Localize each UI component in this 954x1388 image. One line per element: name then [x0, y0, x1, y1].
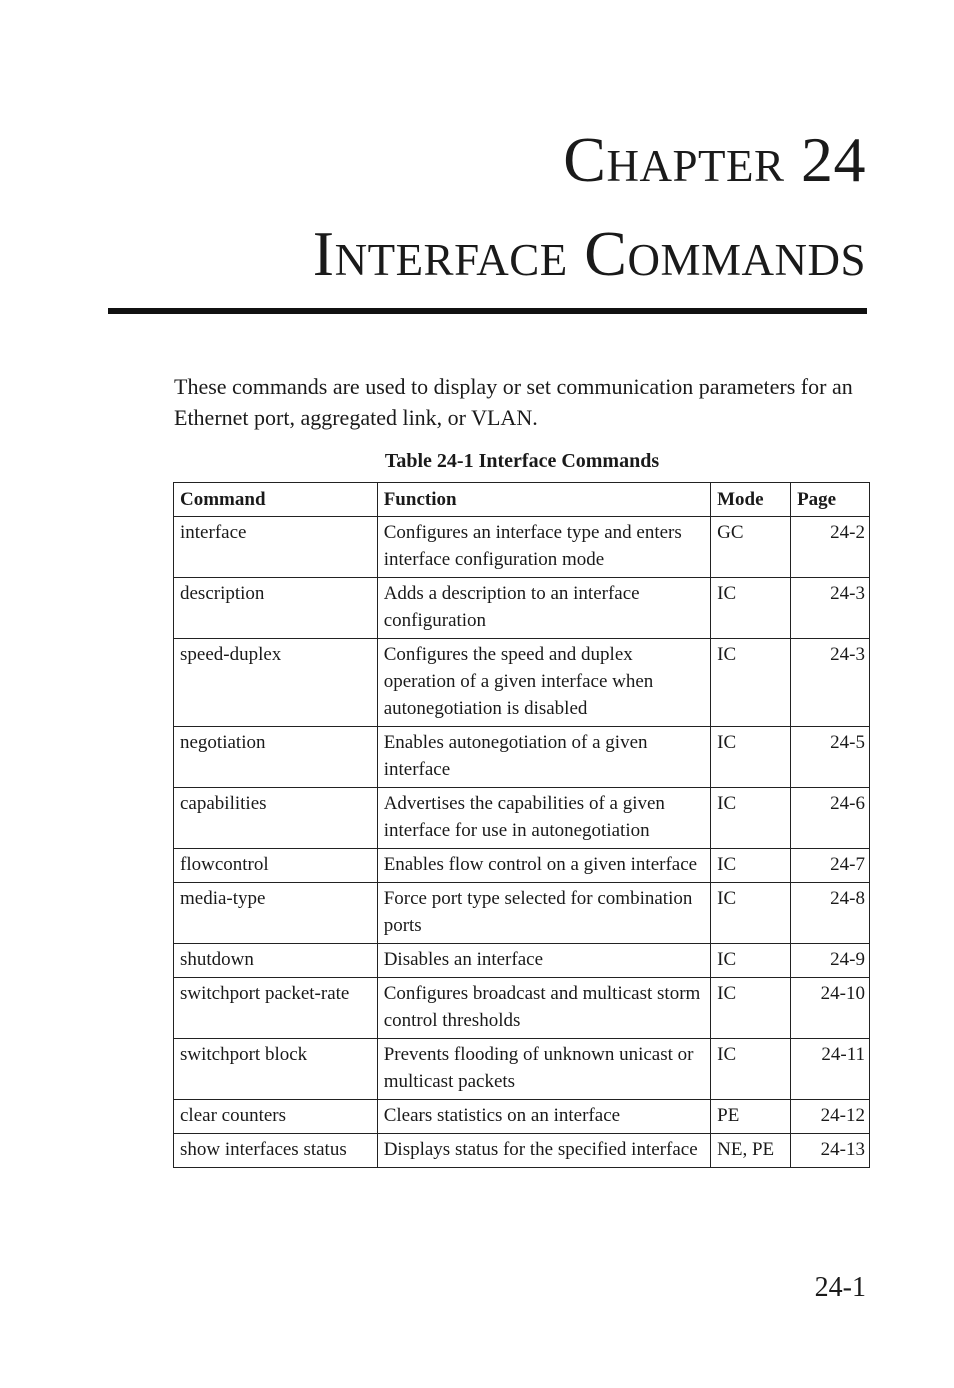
cell-function: Displays status for the specified interface [377, 1134, 710, 1168]
table-row [174, 1100, 870, 1134]
cell-page: 24-9 [791, 944, 870, 978]
cell-page: 24-12 [791, 1100, 870, 1134]
cell-function: Clears statistics on an interface [377, 1100, 710, 1134]
cell-page: 24-11 [791, 1039, 870, 1100]
table-row [174, 578, 870, 639]
header-function: Function [377, 483, 710, 517]
cell-function: Advertises the capabilities of a given interface for use in autonegotiation [377, 788, 710, 849]
cell-function: Adds a description to an interface configuration [377, 578, 710, 639]
cell-function: Disables an interface [377, 944, 710, 978]
cell-mode: IC [711, 788, 791, 849]
cell-mode: IC [711, 883, 791, 944]
cell-mode: IC [711, 1039, 791, 1100]
table-caption: Table 24-1 Interface Commands [384, 450, 660, 472]
cell-function: Configures broadcast and multicast storm control thresholds [377, 978, 710, 1039]
cell-page: 24-3 [791, 639, 870, 727]
cell-command: switchport block [174, 1039, 378, 1100]
table-header-row [174, 483, 870, 517]
cell-page: 24-7 [791, 849, 870, 883]
cell-mode: IC [711, 978, 791, 1039]
table-row [174, 639, 870, 727]
table-row [174, 788, 870, 849]
chapter-divider-rule [108, 308, 867, 314]
table-row [174, 517, 870, 578]
cell-command: speed-duplex [174, 639, 378, 727]
cell-page: 24-2 [791, 517, 870, 578]
cell-function: Enables autonegotiation of a given interface [377, 727, 710, 788]
header-page: Page [791, 483, 870, 517]
cell-mode: IC [711, 639, 791, 727]
cell-command: switchport packet-rate [174, 978, 378, 1039]
table-row [174, 727, 870, 788]
cell-function: Configures the speed and duplex operation of a given interface when autonegotiation is disabled [377, 639, 710, 727]
cell-command: description [174, 578, 378, 639]
cell-page: 24-10 [791, 978, 870, 1039]
table-row [174, 1134, 870, 1168]
chapter-number-heading: Chapter 24 [563, 124, 866, 195]
cell-mode: GC [711, 517, 791, 578]
cell-command: flowcontrol [174, 849, 378, 883]
cell-command: shutdown [174, 944, 378, 978]
cell-mode: IC [711, 727, 791, 788]
cell-page: 24-6 [791, 788, 870, 849]
header-mode: Mode [711, 483, 791, 517]
cell-function: Prevents flooding of unknown unicast or multicast packets [377, 1039, 710, 1100]
cell-mode: NE, PE [711, 1134, 791, 1168]
table-row [174, 883, 870, 944]
cell-mode: IC [711, 578, 791, 639]
cell-function: Force port type selected for combination ports [377, 883, 710, 944]
cell-command: interface [174, 517, 378, 578]
cell-command: negotiation [174, 727, 378, 788]
interface-commands-table [173, 482, 870, 1168]
table-row [174, 849, 870, 883]
cell-command: show interfaces status [174, 1134, 378, 1168]
table-body [174, 517, 870, 1168]
cell-page: 24-5 [791, 727, 870, 788]
table-row [174, 944, 870, 978]
header-command: Command [174, 483, 378, 517]
page-number: 24-1 [814, 1272, 866, 1303]
cell-page: 24-3 [791, 578, 870, 639]
table-row [174, 1039, 870, 1100]
cell-mode: IC [711, 849, 791, 883]
cell-function: Enables flow control on a given interface [377, 849, 710, 883]
cell-function: Configures an interface type and enters interface configuration mode [377, 517, 710, 578]
cell-command: clear counters [174, 1100, 378, 1134]
cell-command: capabilities [174, 788, 378, 849]
cell-command: media-type [174, 883, 378, 944]
cell-mode: PE [711, 1100, 791, 1134]
cell-page: 24-13 [791, 1134, 870, 1168]
intro-paragraph: These commands are used to display or set communication parameters for an Ethernet port, aggregated link, or VLAN. [174, 374, 853, 430]
chapter-title-heading: Interface Commands [312, 218, 866, 289]
cell-page: 24-8 [791, 883, 870, 944]
table-row [174, 978, 870, 1039]
cell-mode: IC [711, 944, 791, 978]
